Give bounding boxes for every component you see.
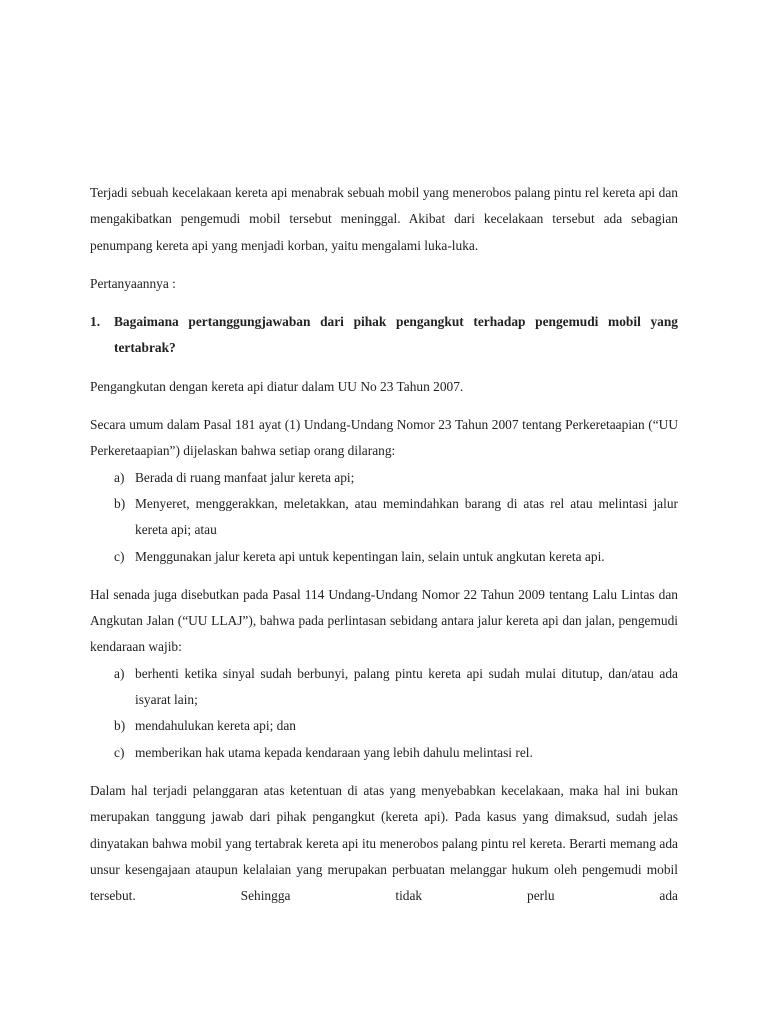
driver-obligation-list [90, 661, 678, 766]
list-item-text: memberikan hak utama kepada kendaraan yang lebih dahulu melintasi rel. [135, 744, 533, 760]
questions-label: Pertanyaannya : [90, 275, 176, 291]
paragraph-article-181: Secara umum dalam Pasal 181 ayat (1) Undang-Undang Nomor 23 Tahun 2007 tentang Perkeretaapian (“UU Perkeretaapian”) dijelaskan bahwa setiap orang dilarang: [90, 417, 678, 459]
paragraph-article-114: Hal senada juga disebutkan pada Pasal 114 Undang-Undang Nomor 22 Tahun 2009 tentang Lalu Lintas dan Angkutan Jalan (“UU LLAJ”), bahwa pada perlintasan sebidang antara jalur kereta api dan jalan, pengemudi kendaraan wajib: [90, 586, 678, 655]
document-body [90, 180, 678, 921]
list-item-text: mendahulukan kereta api; dan [135, 718, 296, 734]
prohibition-list [90, 465, 678, 570]
list-marker: a) [114, 665, 125, 681]
list-marker: b) [114, 495, 126, 511]
list-marker: a) [114, 469, 125, 485]
list-item [90, 740, 678, 766]
list-item [90, 661, 678, 714]
list-item-text: Berada di ruang manfaat jalur kereta api; [135, 469, 355, 485]
list-marker: c) [114, 744, 125, 760]
list-item-text: Menyeret, menggerakkan, meletakkan, atau memindahkan barang di atas rel atau melintasi jalur kereta api; atau [135, 495, 678, 538]
paragraph-incident: Terjadi sebuah kecelakaan kereta api menabrak sebuah mobil yang menerobos palang pintu rel kereta api dan mengakibatkan pengemudi mobil tersebut meninggal. Akibat dari kecelakaan tersebut ada sebagian penumpang kereta api yang menjadi korban, yaitu mengalami luka-luka. [90, 185, 678, 253]
list-marker: c) [114, 548, 125, 564]
list-marker: b) [114, 718, 126, 734]
question-text: Bagaimana pertanggungjawaban dari pihak pengangkut terhadap pengemudi mobil yang tertabrak? [114, 314, 678, 356]
list-item [90, 544, 678, 570]
list-item [90, 491, 678, 544]
list-item [90, 713, 678, 739]
paragraph-conclusion: Dalam hal terjadi pelanggaran atas ketentuan di atas yang menyebabkan kecelakaan, maka hal ini bukan merupakan tanggung jawab dari pihak pengangkut (kereta api). Pada kasus yang dimaksud, sudah jelas dinyatakan bahwa mobil yang tertabrak kereta api itu menerobos palang pintu rel kereta. Berarti memang ada unsur kesengajaan ataupun kelalaian yang merupakan perbuatan melanggar hukum oleh pengemudi mobil tersebut. Sehingga tidak perlu ada [90, 782, 678, 904]
paragraph-law-reference: Pengangkutan dengan kereta api diatur dalam UU No 23 Tahun 2007. [90, 378, 464, 394]
list-item [90, 465, 678, 491]
list-item-text: Menggunakan jalur kereta api untuk kepentingan lain, selain untuk angkutan kereta api. [135, 548, 605, 564]
question-number: 1. [90, 314, 101, 330]
question-1 [90, 309, 678, 362]
list-item-text: berhenti ketika sinyal sudah berbunyi, palang pintu kereta api sudah mulai ditutup, dan/atau ada isyarat lain; [135, 665, 678, 708]
